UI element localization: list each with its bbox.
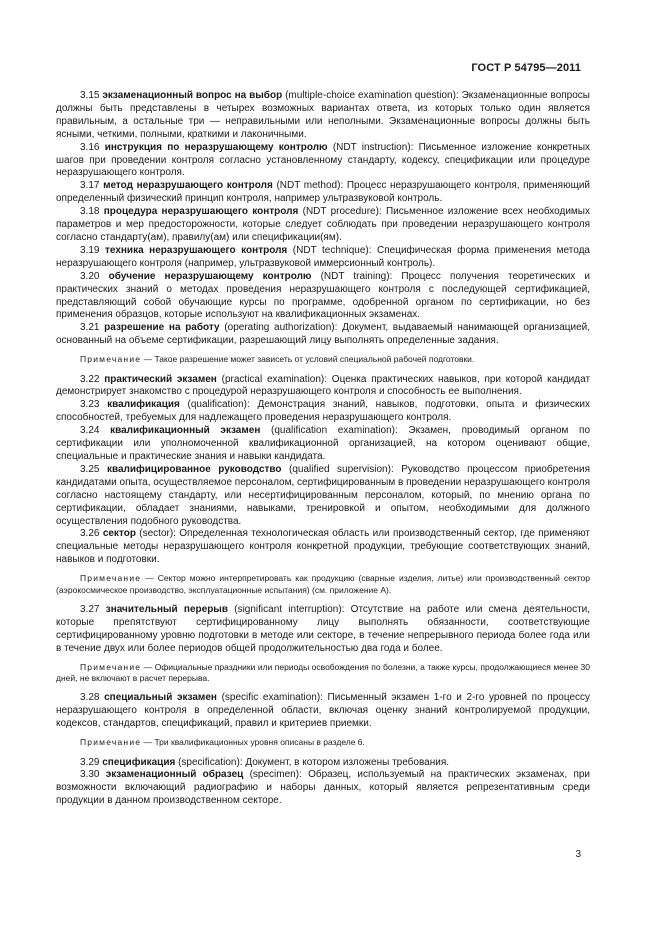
term-number: 3.22: [80, 373, 100, 385]
term-name: сектор: [102, 528, 136, 540]
note-label: Примечание: [80, 354, 142, 365]
term-entry-3-29: [56, 757, 590, 770]
note-text: Три квалификационных уровня описаны в разделе 6.: [154, 737, 365, 748]
note-dash: —: [143, 661, 153, 672]
term-definition: (qualification): Демонстрация знаний, навыков, подготовки, опыта и физических способностей, требуемых для надлежащего проведения неразрушающего контроля.: [56, 399, 591, 424]
document-header: ГОСТ Р 54795—2011: [471, 62, 581, 74]
note-text: Официальные праздники или периоды освобождения по болезни, а также курсы, продолжающиеся менее 30 дней, не включают в расчет перерыва.: [56, 661, 590, 683]
term-definition: (practical examination): Оценка практических навыков, при которой кандидат демонстрирует знакомство с процедурой неразрушающего контроля и способность ее выполнения.: [56, 373, 591, 398]
term-definition: (qualified supervision): Руководство процессом приобретения кандидатами опыта, осуществляемое персоналом, сертифицированным в проведении неразрушающего контроля согласно настоящему стандарту, или несертифицированным персоналом, который, по мнению органа по сертификации, обладает знаниями, навыками, тренировкой и опытом, необходимыми для должного осуществления подобного руководства.: [56, 463, 591, 527]
term-number: 3.18: [80, 206, 100, 218]
note-3-21: [56, 354, 590, 365]
term-entry-3-25: [56, 464, 590, 529]
term-name: экзаменационный вопрос на выбор: [102, 90, 283, 101]
term-definition: (NDT procedure): Письменное изложение всех необходимых параметров и мер предосторожности, которые следует соблюдать при проведении неразрушающего контроля согласно стандарту(ам), правилу(ам) или спецификации(ям).: [56, 206, 590, 243]
term-definition: (operating authorization): Документ, выдаваемый нанимающей организацией, основанный на объеме сертификации, разрешающий лицу выполнять определенные задания.: [56, 322, 591, 347]
term-number: 3.24: [80, 425, 100, 437]
term-name: специальный экзамен: [104, 692, 217, 704]
term-definition: (NDT technique): Специфическая форма применения метода неразрушающего контроля (например, ультразвуковой иммерсионный контроль).: [56, 244, 590, 269]
term-name: спецификация: [102, 756, 176, 768]
term-number: 3.26: [80, 528, 100, 540]
note-label: Примечание: [80, 573, 142, 584]
term-entry-3-18: [56, 206, 590, 245]
term-entry-3-28: [56, 692, 590, 731]
term-name: значительный перерыв: [105, 603, 228, 615]
note-dash: —: [143, 354, 153, 365]
term-definition: (significant interruption): Отсутствие на работе или смена деятельности, которые препятствуют сертифицированному лицу выполнять обязанности, соответствующие сертифицированному уровню подготовки в методе или секторе, в течение непрерывного периода более года или в течение двух или более периодов общей продолжительностью два года и более.: [56, 603, 591, 654]
term-definition: (NDT method): Процесс неразрушающего контроля, применяющий определенный физический принцип контроля, например ультразвуковой контроль.: [56, 180, 590, 205]
term-entry-3-20: [56, 271, 590, 323]
term-entry-3-16: [56, 142, 590, 181]
note-3-26: [56, 573, 590, 596]
term-number: 3.28: [80, 692, 100, 704]
term-definition: (specification): Документ, в котором изложены требования.: [178, 756, 450, 768]
note-text: Такое разрешение может зависеть от условий специальной рабочей подготовки.: [154, 354, 475, 365]
term-name: техника неразрушающего контроля: [105, 244, 288, 256]
term-number: 3.29: [80, 756, 100, 768]
term-name: квалифицированное руководство: [106, 463, 282, 475]
term-entry-3-23: [56, 399, 590, 425]
term-name: разрешение на работу: [104, 322, 220, 334]
term-number: 3.25: [80, 463, 100, 475]
term-name: экзаменационный образец: [105, 769, 244, 781]
term-name: обучение неразрушающему контролю: [108, 270, 312, 282]
term-entry-3-24: [56, 425, 590, 464]
term-number: 3.20: [80, 270, 100, 282]
term-definition: (specific examination): Письменный экзамен 1-го и 2-го уровней по процессу неразрушающего контроля в определенной области, включая оценку знаний контролируемой продукции, кодексов, стандартов, спецификаций, правил и критериев приемки.: [56, 692, 590, 730]
note-dash: —: [145, 573, 154, 584]
term-name: инструкция по неразрушающему контролю: [104, 141, 328, 153]
term-entry-3-26: [56, 528, 590, 567]
note-label: Примечание: [80, 737, 142, 748]
term-name: процедура неразрушающего контроля: [103, 206, 299, 218]
term-number: 3.23: [80, 399, 100, 411]
note-3-27: [56, 662, 590, 685]
term-number: 3.19: [80, 244, 100, 256]
page-number: 3: [575, 849, 581, 860]
term-definition: (multiple-choice examination question): Экзаменационные вопросы должны быть представлены в четырех возможных вариантах ответа, из которых только один является правильным, а остальные три — неправильными или неполными. Экзаменационные вопросы должны быть ясными, четкими, полными, краткими и лаконичными.: [56, 90, 590, 140]
term-name: квалификационный экзамен: [110, 425, 261, 437]
term-entry-3-17: [56, 180, 590, 206]
term-name: практический экзамен: [104, 373, 217, 385]
term-definition: (NDT instruction): Письменное изложение конкретных шагов при проведении контроля согласно установленному стандарту, кодексу, спецификации или процедуре неразрушающего контроля.: [56, 141, 591, 179]
note-dash: —: [143, 737, 153, 748]
term-number: 3.16: [80, 141, 100, 153]
term-number: 3.15: [80, 90, 100, 101]
note-text: Сектор можно интерпретировать как продукцию (сварные изделия, литье) или производственный сектор (аэрокосмическое производство, эксплуатационные испытания) (см. приложение А).: [56, 573, 590, 595]
term-number: 3.27: [80, 603, 100, 615]
term-number: 3.21: [80, 322, 100, 334]
term-name: квалификация: [107, 399, 180, 411]
term-entry-3-27: [56, 604, 590, 656]
term-number: 3.17: [80, 180, 100, 192]
term-entry-3-15: [56, 90, 590, 142]
term-entry-3-22: [56, 374, 590, 400]
term-entry-3-21: [56, 322, 590, 348]
terms-list: [56, 90, 590, 808]
term-definition: (NDT training): Процесс получения теоретических и практических знаний о методах проведения неразрушающего контроля с последующей сертификацией, представляющий собой обучающие курсы по программе, одобренной органом по сертификации, но без применения образцов, которые используют на квалификационных экзаменах.: [56, 270, 591, 321]
term-definition: (specimen): Образец, используемый на практических экзаменах, при возможности включающий радиографию и наборы данных, который является репрезентативным среди продукции в данном производственном секторе.: [56, 769, 591, 807]
note-label: Примечание: [80, 661, 142, 672]
term-entry-3-19: [56, 245, 590, 271]
term-definition: (qualification examination): Экзамен, проводимый органом по сертификации или уполномоченной квалификационной организацией, на котором оценивают общие, специальные и практические знания и навыки кандидата.: [56, 425, 591, 462]
term-name: метод неразрушающего контроля: [103, 180, 273, 192]
term-definition: (sector): Определенная технологическая область или производственный сектор, где применяют специальные методы неразрушающего контроля конкретной продукции, требующие соответствующих знаний, навыков и подготовки.: [56, 528, 591, 566]
term-number: 3.30: [80, 769, 100, 781]
note-3-28: [56, 737, 590, 748]
term-entry-3-30: [56, 769, 590, 808]
